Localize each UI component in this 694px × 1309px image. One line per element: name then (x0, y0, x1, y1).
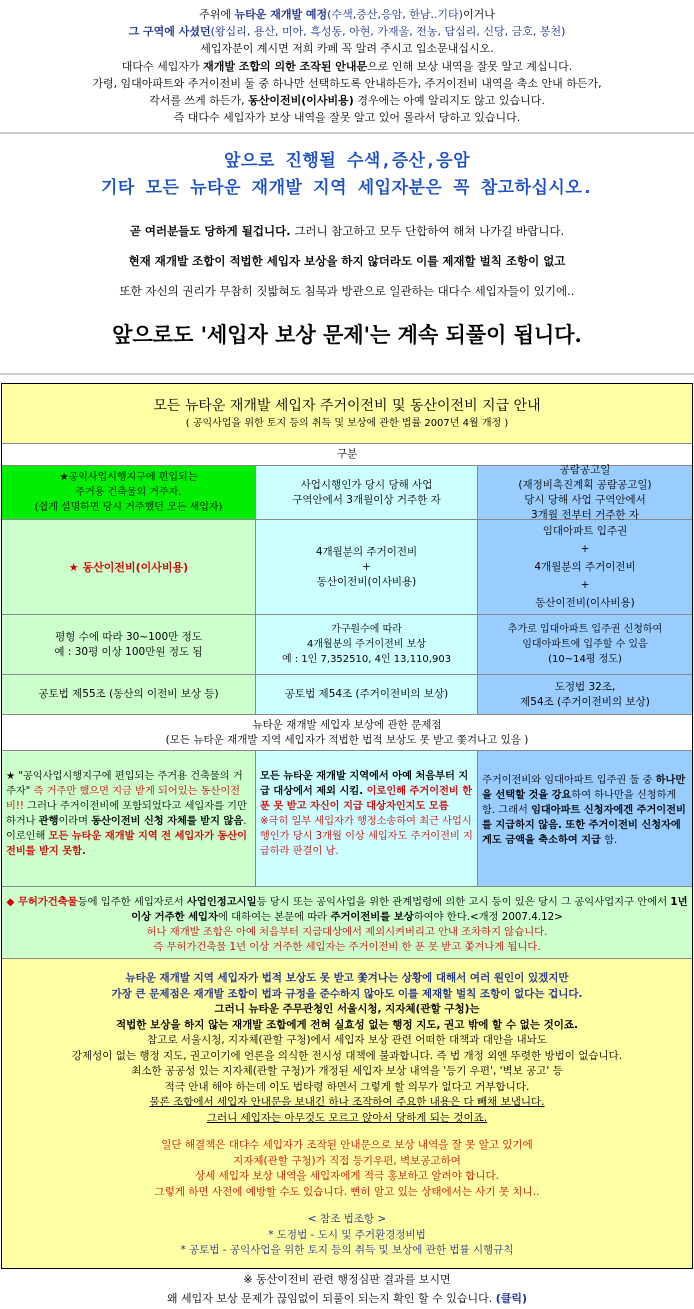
headline-text: 또한 자신의 권리가 무참히 짓밟혀도 침묵과 방관으로 일관하는 대다수 세입자들이 있기에.. (119, 284, 575, 298)
cell-text-red: 허나 재개발 조합은 아예 처음부터 지급대상에서 제외시켜버리고 안내 조차하지 않습니다. (146, 926, 548, 938)
intro-text: 이거나 (462, 8, 495, 21)
cell-text-bold: 모든 뉴타운 재개발 지역에서 아예 처음부터 지급 대상에서 제외 시킴. (260, 771, 469, 797)
conclusion-line: 그러니 세입자는 아무것도 모르고 앉아서 당하게 되는 것이죠. (206, 1111, 488, 1124)
cell-text: ★ "공익사업시행지구에 편입되는 주거용 건축물의 거주자" (6, 771, 243, 797)
headline-text: 그러니 참고하고 모두 단합하여 해쳐 나가길 바랍니다. (290, 224, 565, 238)
intro-text: 경우에는 아예 알리지도 않고 있습니다. (353, 94, 545, 108)
cell-text-red: 즉 거주만 했으면 지금 받게 되어있는 동산이전비!! (6, 786, 241, 812)
cell-line: (재정비촉진계획 공람공고일) (518, 478, 652, 491)
conclusion-line: 일단 해결책은 대다수 세입자가 조작된 안내문으로 보상 내역을 잘 못 알고 있기에 (161, 1139, 533, 1151)
intro-section (0, 0, 694, 126)
col3-header (478, 463, 692, 521)
col1-header (2, 466, 256, 519)
conclusion-line: 지자체(관할 구청)가 직접 등기우편, 벽보공고하여 (233, 1154, 461, 1167)
conclusion-line: 적극 안내 해야 하는데 이도 법타령 하면서 그렇게 할 의무가 없다고 거부합니다. (164, 1080, 530, 1093)
moving-cost-cell: ★ 동산이전비(이사비용) (2, 520, 256, 614)
intro-text: 대다수 세입자가 (121, 59, 204, 73)
cell-text-red: 모든 뉴타운 재개발 지역 전 세입자가 동산이전비를 받지 못함. (6, 831, 248, 857)
table-row (2, 520, 692, 615)
headline-big: 기타 모든 뉴타운 재개발 지역 세입자분은 꼭 참고하십시오. (100, 178, 593, 198)
cell-text: 하여 하나만을 신청하게 함. 그래서 (482, 790, 677, 816)
conclusion-row (2, 959, 692, 1268)
table-title: 모든 뉴타운 재개발 세입자 주거이전비 및 동산이전비 지급 안내 (153, 398, 541, 414)
law-cell (478, 675, 692, 714)
table-row (2, 751, 692, 887)
cell-line: + (362, 560, 371, 573)
divider (0, 132, 694, 134)
cell-text-red: 즉 무허가건축물 1년 이상 거주한 세입자는 주거이전비 한 푼 못 받고 쫓겨나게 됩니다. (153, 941, 541, 953)
problems-title-row (2, 715, 692, 751)
cell-text: 하여야 한다.<개정 2007.4.12> (413, 911, 563, 923)
conclusion-line: 가장 큰 문제점은 재개발 조합이 법과 규정을 준수하지 않아도 이를 제재할 벌칙 조항이 없다는 겁니다. (111, 987, 583, 1000)
cell-line: 평형 수에 따라 30~100만 정도 (55, 630, 202, 643)
unlicensed-row (2, 887, 692, 959)
cell-line: ★공익사업시행지구에 편입되는 (59, 472, 198, 483)
intro-highlight: 뉴타운 재개발 예정 (234, 8, 328, 21)
law-cell: 공토법 제55조 (동산의 이전비 보상 등) (2, 675, 256, 714)
cell-text: 함. (600, 835, 618, 846)
intro-highlight: 동산이전비(이사비용) (248, 94, 354, 108)
table-title-row (2, 384, 692, 444)
cell-line: 4개월분의 주거이전비 (534, 561, 636, 573)
problem-cell (256, 751, 478, 886)
intro-text: 세입자분이 계시면 저희 카페 꼭 알려 주시고 입소문내십시오. (200, 42, 494, 56)
table-row (2, 615, 692, 675)
headline-bold: 현재 재개발 조합이 적법한 세입자 보상을 하지 않더라도 이를 제재할 벌칙 조항이 없고 (128, 254, 566, 268)
cell-line: 3개월 전부터 거주한 자 (531, 508, 639, 521)
conclusion-line: 물론 조합에서 세입자 안내문을 보내긴 하나 조작하여 주요한 내용은 다 빼채 보냅니다. (149, 1096, 545, 1108)
cell-line: + (580, 579, 590, 591)
cell-text-bold: 관행 (38, 816, 59, 827)
problems-title: 뉴타운 재개발 세입자 보상에 관한 문제점 (252, 718, 442, 731)
cell-line: 사업시행인가 당시 당해 사업 (300, 478, 433, 491)
click-link[interactable]: (클릭) (495, 1292, 528, 1305)
cell-line: 4개월분의 주거이전비 (315, 545, 418, 558)
divider (0, 373, 694, 375)
cell-text-bold: 1년 이상 거주한 세입자 (131, 896, 688, 923)
cell-line: 공람공고일 (559, 463, 611, 476)
cell-text-red: ◆ 무허가건축물 (6, 896, 78, 908)
col2-header (256, 466, 478, 519)
cell-text: 이라며 (58, 816, 92, 827)
cell-text: 등에 입주한 세입자로서 (77, 896, 187, 908)
conclusion-line: 최소한 공공성 있는 지자체(관할 구청)가 개정된 세입자 보상 내역을 '등기 우편', '벽보 공고' 등 (131, 1065, 563, 1077)
cell-text: 에 대하여는 본문에 따라 (217, 911, 331, 923)
cell-line: 가구원수에 따라 (331, 624, 402, 635)
amount-cell (2, 615, 256, 674)
cell-line: 주거용 건축물의 거주자. (75, 487, 182, 498)
intro-text: 즉 대다수 세입자가 보상 내역을 잘못 알고 있어 몰라서 당하고 있습니다. (173, 111, 521, 125)
intro-text: 가령, 임대아파트와 주거이전비 둘 중 하나만 선택하도록 안내하든가, 주거이전비 내역을 축소 안내 하든가, (92, 76, 602, 90)
cell-line: (쉽게 설명하면 당시 거주했던 모든 세입자) (34, 502, 223, 513)
problem-cell (2, 751, 256, 886)
cell-line: (10~14평 정도) (548, 654, 622, 665)
problems-subtitle: (모든 뉴타운 재개발 지역 세입자가 적법한 법적 보상도 못 받고 쫓겨나고 있음 ) (165, 733, 529, 746)
problem-cell (478, 751, 692, 886)
cell-line: 임대아파트에 입주할 수 있음 (522, 639, 648, 650)
conclusion-line: 참고로 서울시청, 지자체(관할 구청)에서 세입자 보상 관련 어떠한 대책과 대안을 내놔도 (147, 1034, 547, 1046)
amount-cell (478, 615, 692, 674)
cell-text: . 이로인해 (6, 816, 247, 842)
intro-list: (수색,증산,응암, 한남..기타) (327, 8, 463, 21)
amount-cell (256, 615, 478, 674)
footer-line: ※ 동산이전비 관련 행정심판 결과를 보시면 (243, 1273, 451, 1286)
cell-text: 그러나 주거이전비에 포함되었다고 세입자를 기만하거나 (6, 801, 247, 827)
cell-line: 추가로 입대아파트 입주권 신청하여 (507, 624, 663, 635)
cell-line: 도정법 32조, (554, 680, 616, 693)
conclusion-line: * 공토법 - 공익사업을 위한 토지 등의 취득 및 보상에 관한 법률 시행규칙 (180, 1244, 514, 1256)
conclusion-line: 그러니 뉴타운 주무관청인 서울시청, 지자체(관할 구청)는 (214, 1003, 480, 1015)
cell-line: 당시 당해 사업 구역안에서 (524, 493, 646, 506)
table-row (2, 675, 692, 715)
table-row (2, 463, 692, 521)
cell-text-bold: 임대아파트 신청자에겐 주거이전비를 지급하지 않음. 또한 주거이전비 신청자에게도 금액을 축소하여 지급 (482, 805, 686, 846)
cell-line: 동산이전비(이사비용) (535, 597, 635, 609)
cell-text-bold: 사업인정고시일 (186, 896, 257, 908)
cell-text: 등 당시 또는 공익사업을 위한 관계법령에 의한 고시 등이 있은 당시 그 공익사업지구 안에서 (256, 896, 671, 908)
cell-text-red: 이로인해 주거이전비 한푼 못 받고 자신이 지급 대상자인지도 모름 (260, 786, 473, 812)
intro-list: (왕십리, 용산, 미아, 흑성동, 아현, 가재울, 전농, 답십리, 신당, 금호, 봉천) (210, 25, 566, 39)
conclusion-line: * 도정법 - 도시 및 주거환경정비법 (268, 1228, 426, 1241)
conclusion-line: 뉴타운 재개발 지역 세입자가 법적 보상도 못 받고 쫓겨나는 상황에 대해서 여러 원인이 있겠지만 (125, 972, 569, 984)
cell-line: 임대아파트 입주권 (542, 525, 628, 537)
cell-text-red: ※극히 일부 세입자가 행정소송하여 최근 사업시행인가 당시 3개월 이상 세입자도 주거이전비 지급하라 판결이 남. (260, 816, 473, 857)
conclusion-line: 적법한 보상을 하지 않는 재개발 조합에게 전혀 실효성 없는 행정 지도, 권고 밖에 할 수 없는 것이죠. (115, 1018, 579, 1031)
section-label: 구분 (336, 448, 358, 460)
intro-text: 으로 인해 보상 내역을 잘못 알고 계십니다. (367, 59, 573, 73)
relocation-cell (256, 520, 478, 614)
law-cell: 공토법 제54조 (주거이전비의 보상) (256, 675, 478, 714)
headline-bold: 곧 여러분들도 당하게 될겁니다. (129, 224, 291, 238)
cell-line: 예 : 1인 7,352510, 4인 13,110,903 (281, 654, 452, 665)
conclusion-line: 그렇게 하면 사전에 예방할 수도 있습니다. 뻔히 알고 있는 상태에서는 사기 못 치니.. (154, 1185, 540, 1198)
cell-line: 4개월분의 주거이전비 보상 (307, 639, 426, 650)
cell-text-bold: 하나만을 선택할 것을 강요 (482, 775, 686, 801)
cell-line: 동산이전비(이사비용) (316, 575, 417, 588)
intro-text: 각서를 쓰게 하든가, (149, 94, 249, 108)
cell-line: 구역안에서 3개월이상 거주한 자 (292, 493, 441, 506)
cell-line: + (580, 543, 590, 555)
table-subtitle: ( 공익사업을 위한 토지 등의 취득 및 보상에 관한 법률 2007년 4월 개정 ) (185, 418, 509, 429)
intro-highlight: 재개발 조합의 의한 조작된 안내문 (203, 59, 368, 73)
cell-line: 예 : 30평 이상 100만원 정도 됨 (54, 645, 203, 658)
conclusion-line: 상세 세입자 보상 내역을 세입자에게 적극 홍보하고 알려야 합니다. (195, 1170, 499, 1182)
intro-text: 주위에 (199, 8, 235, 21)
compensation-table (1, 383, 693, 1269)
rental-cell (478, 520, 692, 614)
headline-section (0, 148, 694, 349)
conclusion-line: < 참조 법조항 > (307, 1213, 387, 1225)
cell-text-bold: 동산이전비 신청 자체를 받지 않음 (91, 816, 244, 827)
headline-big: 앞으로 진행될 수색,증산,응암 (223, 151, 470, 171)
headline-conclusion: 앞으로도 '세입자 보상 문제'는 계속 되풀이 됩니다. (112, 322, 582, 347)
conclusion-line: 강제성이 없는 행정 지도, 권고이기에 언론을 의식한 전시성 대책에 불과합니다. 즉 법 개정 외엔 뚜렷한 방법이 없습니다. (71, 1049, 623, 1062)
cell-text: 주거이전비와 임대아파트 입주권 둘 중 (482, 775, 656, 786)
cell-line: 제54조 (주거이전비의 보상) (520, 695, 650, 708)
footer-line: 왜 세입자 보상 문제가 끊임없이 되풀이 되는지 확인 할 수 있습니다. (166, 1292, 493, 1305)
intro-highlight: 그 구역에 사셨던 (128, 25, 211, 39)
cell-text-bold: 주거이전비를 보상 (330, 911, 414, 923)
footer (0, 1270, 694, 1308)
